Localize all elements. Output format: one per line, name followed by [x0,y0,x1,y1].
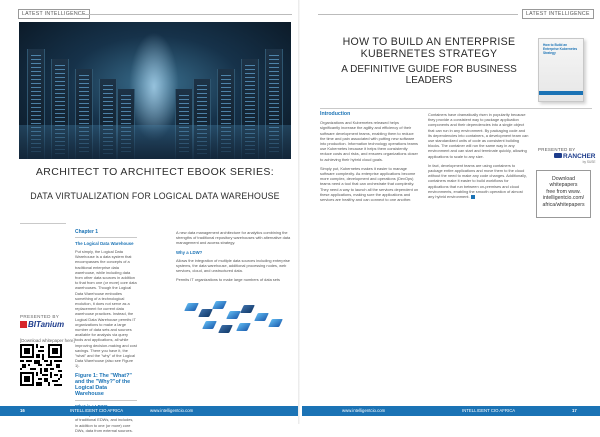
website-left: www.intelligentcio.com [150,408,194,413]
end-mark-icon [471,195,475,199]
section-tag-left: LATEST INTELLIGENCE [18,9,90,19]
right-column-1 [320,112,420,206]
figure-caption: Figure 1: The "What?" and the "Why?"of the Logical Data Warehouse [75,372,132,398]
chapter-label: Chapter 1 [75,229,99,235]
data-cube [226,311,241,319]
whitepaper-cover-title: How to Build an Enterprise Kubernetes Strategy [543,43,578,55]
ldw-paragraph: Put simply, the Logical Data Warehouse is a data system that encompasses the concepts of a traditional enterprise data warehouse, while including data from other data sources in addition to that from one (or more) core data warehouses. Though the Logical Data Warehouse embodies something of a technological evolution, it does not serve as a replacement for current data warehouse practices. Instead, the Logical Data Warehouse permits IT organizations to make a large number of data sets and sources available for analysis via query tools and applications, all while improving decision-making and cost savings. There you have it, the "what" and the "why" of the Logical Data Warehouse (also see Figure 1). [75,249,137,369]
download-whitepaper-label: [Download whitepaper here] [20,338,75,343]
download-whitepapers-box[interactable]: Download whitepapers free from www. intelligentcio.com/ africa/whitepapers [536,170,591,218]
intro-rule [320,108,592,109]
containers-paragraph: Containers have dramatically risen in popularity because they provide a consistent way to package application components and their dependencies into a single object that can run in any environment. By packaging code and its dependencies into containers, a development team can use standardized units of code as consistent building blocks. The container will run the same way in any environment and can start and terminate quickly, allowing applications to scale to any size. [428,112,529,159]
what-is-ldw-paragraph: of traditional EDWs, and includes, in addition to one (or more) core DWs, data from external sources. [75,417,134,433]
sidebar-rule [20,223,66,224]
intro-paragraph-2: Simply put, Kubernetes makes it easier to manage software complexity. As enterprise applications become more complex, development and operations (DevOps) teams need a tool that can orchestrate that complexity. They need a way to launch all the services dependent on these applications, making sure the applications and services are healthy and can connect to one another. [320,165,419,203]
data-cube [184,303,199,311]
bitanium-logo: BITanium [20,320,64,329]
data-cube [268,319,283,327]
website-right: www.intelligentcio.com [342,408,386,413]
development-teams-paragraph: In fact, development teams are using containers to package entire applications and move them to the cloud without the need to make any code changes. Additionally, containers make it easier to build workflows for applications that run between on-premises and cloud environments, enabling the smooth operation of almost any hybrid environment. [428,162,527,200]
hero-datacenter-image [19,22,291,159]
page-number-left: 16 [20,408,25,413]
ebook-series-title: ARCHITECT TO ARCHITECT EBOOK SERIES: [35,166,275,178]
rancher-cow-icon [554,153,562,158]
ldw-integration-paragraph: Allows the integration of multiple data sources including enterprise systems, the data warehouse, additional processing nodes, web services, cloud, and unstructured data. [176,257,290,274]
header-rule-right [318,14,518,15]
ldw-architecture-paragraph: A new data management architecture for analytics combining the strengths of traditional repository warehouses with alternative data management and access strategy. [176,230,291,246]
kubernetes-title: HOW TO BUILD AN ENTERPRISE KUBERNETES STRATEGY [342,36,516,60]
intro-paragraph-1: Organizations and Kubernetes released helps significantly increase the agility and efficiency of their software development teams, enabling them to reduce the time and pain associated with putting new software into production. Information technology operations teams use Kubernetes because it helps them consistently reduce costs and risks, and ensures organizations closer to achieving their hybrid cloud goals. [320,120,418,162]
figure-rule [75,400,137,401]
data-cube [212,301,227,309]
ebook-series-subtitle: DATA VIRTUALIZATION FOR LOGICAL DATA WAREHOUSE [30,191,280,201]
kubernetes-subtitle: A DEFINITIVE GUIDE FOR BUSINESS LEADERS [341,64,517,86]
data-cube [236,323,251,331]
magazine-name-right: INTELLIGENT CIO AFRICA [462,408,516,413]
rancher-logo: RANCHER by SUSE [554,153,596,164]
data-cube [254,313,269,321]
footer-left [0,406,298,416]
header-rule-left [76,14,292,15]
page-number-right: 17 [572,408,577,413]
qr-code-icon[interactable] [20,344,62,386]
data-cube [240,305,255,313]
footer-right [302,406,600,416]
data-cube [202,321,217,329]
introduction-heading: Introduction [320,111,351,117]
presented-by-label-right: PRESENTED BY [538,147,576,152]
why-ldw-heading: Why a LDW? [176,249,203,255]
data-cube [198,309,213,317]
chapter-rule [75,237,137,238]
ldw-permits-paragraph: Permits IT organizations to make large numbers of data sets [176,277,292,287]
cover-bar [539,91,583,95]
right-column-2 [428,112,530,203]
section-tag-right: LATEST INTELLIGENCE [522,9,594,19]
left-page [0,0,300,433]
bitanium-mark-icon [20,321,27,328]
ldw-heading: The Logical Data Warehouse [75,240,134,246]
hero-floor [19,125,291,159]
data-cubes-illustration [142,283,296,339]
presented-by-label: PRESENTED BY [20,314,60,319]
magazine-name-left: INTELLIGENT CIO AFRICA [70,408,124,413]
whitepaper-cover [538,38,584,102]
data-cube [218,325,233,333]
